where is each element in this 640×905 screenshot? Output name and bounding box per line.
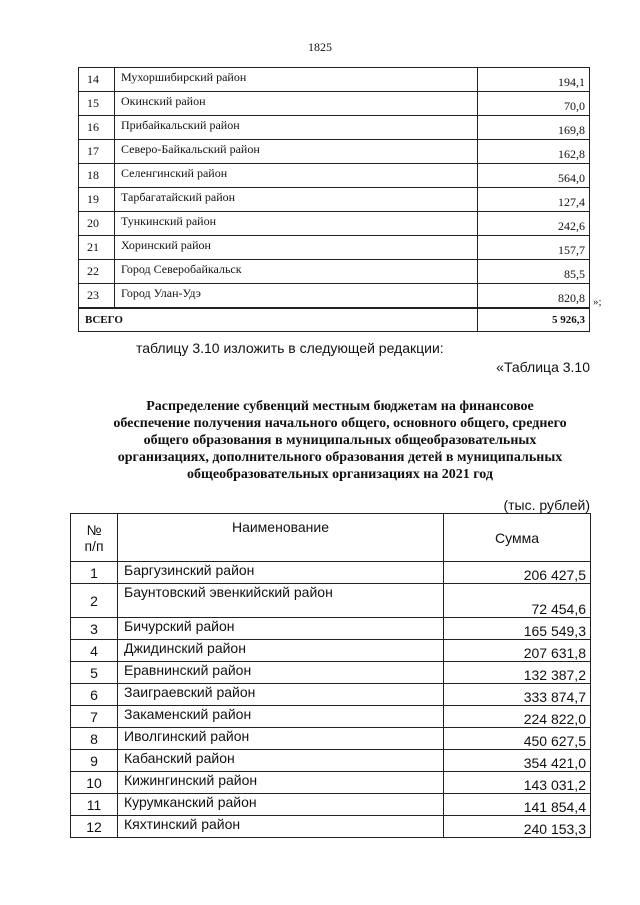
row-number: 19 (79, 188, 115, 212)
row-name: Селенгинский район (115, 164, 478, 188)
row-sum: 224 822,0 (444, 706, 591, 728)
row-sum: 194,1 (478, 68, 590, 92)
row-sum: 162,8 (478, 140, 590, 164)
table-row (71, 640, 591, 662)
subventions-table (70, 513, 591, 838)
row-number: 6 (71, 684, 118, 706)
row-number: 21 (79, 236, 115, 260)
row-sum: 165 549,3 (444, 618, 591, 640)
table-heading (70, 398, 610, 483)
table-row (79, 212, 590, 236)
row-name: Тарбагатайский район (115, 188, 478, 212)
table-row (79, 164, 590, 188)
row-number: 17 (79, 140, 115, 164)
intro-text: таблицу 3.10 изложить в следующей редакции: (136, 340, 444, 356)
page-number: 1825 (308, 40, 332, 54)
heading-line: организациях, дополнительного образования детей в муниципальных (117, 450, 563, 465)
row-name: Джидинский район (118, 640, 444, 662)
row-sum: 127,4 (478, 188, 590, 212)
row-sum: 354 421,0 (444, 750, 591, 772)
row-number: 10 (71, 772, 118, 794)
row-number: 11 (71, 794, 118, 816)
row-name: Город Северобайкальск (115, 260, 478, 284)
row-name: Баргузинский район (118, 562, 444, 584)
row-sum: 207 631,8 (444, 640, 591, 662)
row-name: Бичурский район (118, 618, 444, 640)
table-row (71, 750, 591, 772)
table-row (79, 284, 590, 309)
row-name: Баунтовский эвенкийский район (118, 584, 444, 618)
header-name: Наименование (118, 514, 444, 562)
table-row (71, 584, 591, 618)
table-row (71, 794, 591, 816)
row-number: 4 (71, 640, 118, 662)
row-name: Кяхтинский район (118, 816, 444, 838)
table-row (79, 188, 590, 212)
row-name: Иволгинский район (118, 728, 444, 750)
row-sum: 72 454,6 (444, 584, 591, 618)
table-row (71, 706, 591, 728)
total-row (79, 308, 590, 332)
row-number: 8 (71, 728, 118, 750)
row-number: 15 (79, 92, 115, 116)
row-name: Прибайкальский район (115, 116, 478, 140)
row-name: Курумканский район (118, 794, 444, 816)
row-sum: 169,8 (478, 116, 590, 140)
row-sum: 333 874,7 (444, 684, 591, 706)
row-name: Кижингинский район (118, 772, 444, 794)
row-number: 2 (71, 584, 118, 618)
table-row (79, 140, 590, 164)
heading-line: общего образования в муниципальных общеобразовательных (143, 433, 537, 448)
row-number: 18 (79, 164, 115, 188)
row-number: 12 (71, 816, 118, 838)
closing-quote: »; (593, 296, 602, 308)
row-number: 7 (71, 706, 118, 728)
row-name: Закаменский район (118, 706, 444, 728)
table-row (71, 662, 591, 684)
row-name: Окинский район (115, 92, 478, 116)
row-sum: 143 031,2 (444, 772, 591, 794)
table-row (79, 92, 590, 116)
row-sum: 564,0 (478, 164, 590, 188)
row-number: 22 (79, 260, 115, 284)
row-name: Тункинский район (115, 212, 478, 236)
row-sum: 85,5 (478, 260, 590, 284)
row-number: 3 (71, 618, 118, 640)
row-number: 9 (71, 750, 118, 772)
row-name: Хоринский район (115, 236, 478, 260)
row-number: 14 (79, 68, 115, 92)
units-label: (тыс. рублей) (503, 497, 590, 513)
header-sum: Сумма (444, 514, 591, 562)
table-previous-continuation (78, 67, 590, 332)
total-sum: 5 926,3 (478, 308, 590, 332)
row-sum: 242,6 (478, 212, 590, 236)
row-name: Еравнинский район (118, 662, 444, 684)
table-row (79, 68, 590, 92)
row-number: 20 (79, 212, 115, 236)
table-row (79, 260, 590, 284)
row-name: Кабанский район (118, 750, 444, 772)
table-row (71, 816, 591, 838)
row-number: 23 (79, 284, 115, 309)
row-name: Северо-Байкальский район (115, 140, 478, 164)
row-number: 1 (71, 562, 118, 584)
table-row (71, 562, 591, 584)
heading-line: общеобразовательных организациях на 2021 год (187, 467, 493, 482)
heading-line: Распределение субвенций местным бюджетам на финансовое (146, 399, 534, 414)
table-row (71, 772, 591, 794)
row-number: 16 (79, 116, 115, 140)
row-sum: 70,0 (478, 92, 590, 116)
header-num-line2: п/п (84, 537, 104, 554)
row-name: Мухоршибирский район (115, 68, 478, 92)
table-row (79, 116, 590, 140)
heading-line: обеспечение получения начального общего, основного общего, среднего (113, 416, 567, 431)
total-label: ВСЕГО (79, 308, 478, 332)
row-sum: 157,7 (478, 236, 590, 260)
row-name: Заиграевский район (118, 684, 444, 706)
row-sum: 450 627,5 (444, 728, 591, 750)
header-num-line1: № (86, 521, 102, 538)
header-num (71, 514, 118, 562)
row-sum: 820,8 (478, 284, 590, 309)
row-name: Город Улан-Удэ (115, 284, 478, 309)
table-row (71, 684, 591, 706)
table-label: «Таблица 3.10 (496, 359, 590, 375)
table-row (71, 618, 591, 640)
row-sum: 240 153,3 (444, 816, 591, 838)
table-row (79, 236, 590, 260)
table-row (71, 728, 591, 750)
table-header-row (71, 514, 591, 562)
row-sum: 206 427,5 (444, 562, 591, 584)
row-sum: 141 854,4 (444, 794, 591, 816)
row-number: 5 (71, 662, 118, 684)
row-sum: 132 387,2 (444, 662, 591, 684)
